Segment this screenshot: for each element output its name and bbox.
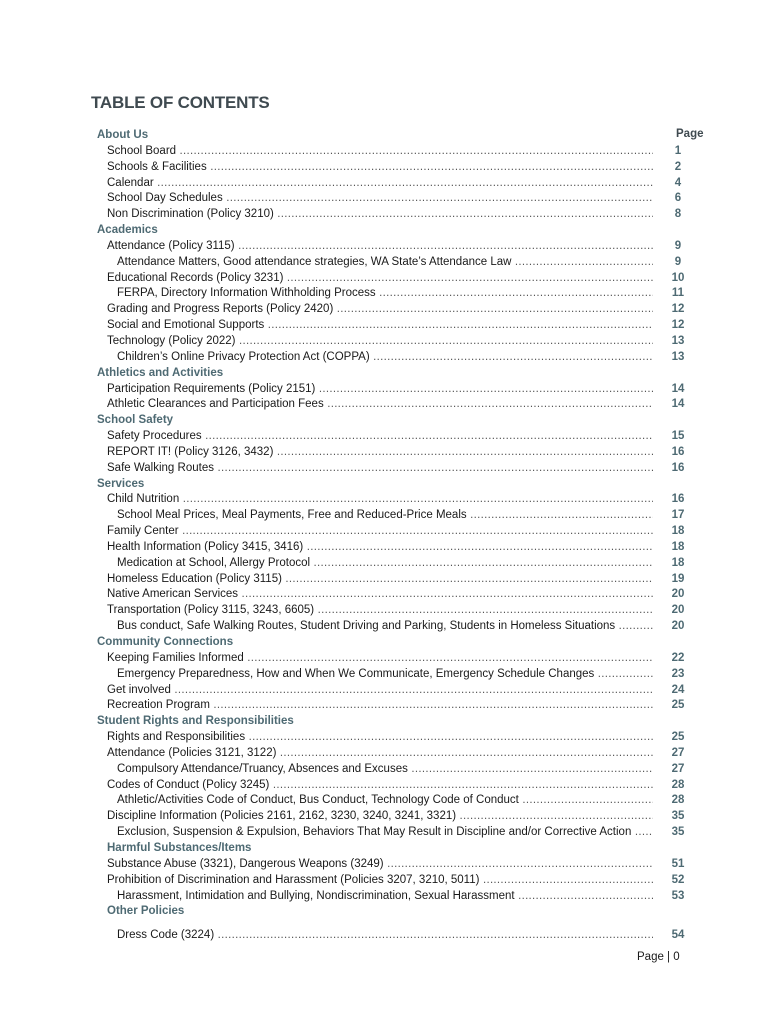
toc-entry-page-number: 19 [671, 572, 685, 585]
toc-entry-label: Medication at School, Allergy Protocol ..... [117, 556, 653, 572]
toc-entry-label: Safety Procedures ..... [107, 429, 653, 445]
toc-section-label: Student Rights and Responsibilities [97, 715, 294, 728]
toc-subsection-heading [0, 904, 770, 920]
toc-entry-label: Technology (Policy 2022) ..... [107, 334, 653, 350]
toc-entry[interactable] [0, 302, 770, 318]
toc-entry-page-number: 18 [671, 540, 685, 553]
toc-entry[interactable] [0, 873, 770, 889]
toc-entry-label: Codes of Conduct (Policy 3245) ..... [107, 778, 653, 794]
toc-entry-page-number: 22 [671, 651, 685, 664]
toc-entry-page-number: 28 [671, 794, 685, 807]
toc-entry-label: Exclusion, Suspension & Expulsion, Behaviors That May Result in Discipline and/or Corrective Action ..... [117, 825, 653, 841]
toc-entry[interactable] [0, 239, 770, 255]
toc-entry-label: Safe Walking Routes ..... [107, 461, 653, 477]
toc-entry-page-number: 16 [671, 445, 685, 458]
toc-list [0, 128, 770, 944]
toc-entry-label: Emergency Preparedness, How and When We Communicate, Emergency Schedule Changes ..... [117, 667, 653, 683]
toc-entry-label: Children’s Online Privacy Protection Act (COPPA) ..... [117, 350, 653, 366]
toc-entry-page-number: 16 [671, 493, 685, 506]
toc-entry-label: Non Discrimination (Policy 3210) ..... [107, 207, 653, 223]
toc-entry[interactable] [0, 286, 770, 302]
toc-entry[interactable] [0, 429, 770, 445]
toc-entry-page-number: 53 [671, 889, 685, 902]
toc-entry-label: Transportation (Policy 3115, 3243, 6605) ..... [107, 603, 653, 619]
toc-entry[interactable] [0, 928, 770, 944]
toc-entry-label: Keeping Families Informed ..... [107, 651, 653, 667]
toc-entry-label: Athletic/Activities Code of Conduct, Bus Conduct, Technology Code of Conduct ..... [117, 793, 653, 809]
toc-entry-page-number: 16 [671, 461, 685, 474]
toc-section-label: Community Connections [97, 636, 234, 648]
toc-entry[interactable] [0, 350, 770, 366]
toc-entry-page-number: 10 [671, 271, 685, 284]
toc-entry[interactable] [0, 603, 770, 619]
toc-entry[interactable] [0, 492, 770, 508]
toc-entry[interactable] [0, 271, 770, 287]
toc-entry-page-number: 6 [674, 192, 682, 205]
toc-entry-page-number: 35 [671, 826, 685, 839]
toc-entry-page-number: 15 [671, 430, 685, 443]
toc-spacer [0, 920, 770, 928]
toc-section-heading [0, 128, 770, 144]
toc-entry-page-number: 14 [671, 382, 685, 395]
toc-subsection-heading [0, 841, 770, 857]
toc-entry-page-number: 51 [671, 857, 685, 870]
toc-entry-page-number: 52 [671, 873, 685, 886]
toc-entry-page-number: 17 [671, 509, 685, 522]
toc-entry-label: REPORT IT! (Policy 3126, 3432) ..... [107, 445, 653, 461]
toc-entry-page-number: 11 [671, 287, 685, 300]
toc-entry[interactable] [0, 778, 770, 794]
toc-entry[interactable] [0, 809, 770, 825]
toc-entry[interactable] [0, 556, 770, 572]
toc-entry-label: Prohibition of Discrimination and Harassment (Policies 3207, 3210, 5011) ..... [107, 873, 653, 889]
toc-entry-page-number: 35 [671, 810, 685, 823]
toc-entry-label: Discipline Information (Policies 2161, 2162, 3230, 3240, 3241, 3321) ..... [107, 809, 653, 825]
toc-entry-label: School Day Schedules ..... [107, 191, 653, 207]
toc-entry[interactable] [0, 793, 770, 809]
toc-entry-page-number: 13 [671, 350, 685, 363]
toc-entry-label: Social and Emotional Supports ..... [107, 318, 653, 334]
toc-section-label: Athletics and Activities [97, 366, 224, 379]
toc-entry[interactable] [0, 540, 770, 556]
toc-entry[interactable] [0, 746, 770, 762]
toc-section-heading [0, 635, 770, 651]
toc-entry-page-number: 18 [671, 525, 685, 538]
toc-entry-label: Calendar ..... [107, 176, 653, 192]
toc-entry-page-number: 18 [671, 556, 685, 569]
toc-entry-page-number: 25 [671, 699, 685, 712]
toc-entry[interactable] [0, 318, 770, 334]
toc-entry-page-number: 9 [674, 255, 682, 268]
toc-entry-label: School Board ..... [107, 144, 653, 160]
toc-entry-label: Harassment, Intimidation and Bullying, Nondiscrimination, Sexual Harassment ..... [117, 889, 653, 905]
toc-entry-label: Health Information (Policy 3415, 3416) ..... [107, 540, 653, 556]
toc-entry-label: Athletic Clearances and Participation Fees ..... [107, 397, 653, 413]
toc-entry[interactable] [0, 334, 770, 350]
toc-entry[interactable] [0, 572, 770, 588]
toc-entry-label: Get involved ..... [107, 683, 653, 699]
toc-entry-page-number: 24 [671, 683, 685, 696]
toc-entry-label: Attendance Matters, Good attendance strategies, WA State’s Attendance Law ..... [117, 255, 653, 271]
toc-section-heading [0, 477, 770, 493]
toc-section-label: Harmful Substances/Items [107, 841, 252, 854]
toc-entry[interactable] [0, 191, 770, 207]
toc-section-label: Other Policies [107, 905, 185, 918]
toc-entry[interactable] [0, 255, 770, 271]
toc-entry-page-number: 54 [671, 929, 685, 942]
toc-section-label: Services [97, 477, 145, 490]
toc-entry-label: Native American Services ..... [107, 587, 653, 603]
toc-entry-page-number: 23 [671, 667, 685, 680]
toc-entry-page-number: 4 [674, 176, 682, 189]
toc-entry[interactable] [0, 524, 770, 540]
toc-entry[interactable] [0, 176, 770, 192]
toc-entry[interactable] [0, 667, 770, 683]
page-column-header: Page [676, 128, 704, 140]
toc-entry-page-number: 13 [671, 334, 685, 347]
toc-entry[interactable] [0, 587, 770, 603]
toc-entry[interactable] [0, 857, 770, 873]
toc-entry-label: FERPA, Directory Information Withholding Process ..... [117, 286, 653, 302]
toc-entry-label: Recreation Program ..... [107, 698, 653, 714]
toc-entry-page-number: 2 [674, 160, 682, 173]
toc-entry[interactable] [0, 144, 770, 160]
toc-entry-page-number: 9 [674, 239, 682, 252]
toc-entry-page-number: 28 [671, 778, 685, 791]
toc-entry-label: Participation Requirements (Policy 2151) ..... [107, 382, 653, 398]
toc-entry-label: Homeless Education (Policy 3115) ..... [107, 572, 653, 588]
toc-entry-page-number: 27 [671, 746, 685, 759]
toc-entry-page-number: 20 [671, 604, 685, 617]
toc-entry-label: Educational Records (Policy 3231) ..... [107, 271, 653, 287]
toc-entry-page-number: 25 [671, 731, 685, 744]
toc-entry-label: Substance Abuse (3321), Dangerous Weapons (3249) ..... [107, 857, 653, 873]
toc-entry[interactable] [0, 651, 770, 667]
toc-entry-label: Child Nutrition ..... [107, 492, 653, 508]
toc-entry-label: Schools & Facilities ..... [107, 160, 653, 176]
toc-section-heading [0, 413, 770, 429]
toc-entry-label: Attendance (Policy 3115) ..... [107, 239, 653, 255]
toc-entry-page-number: 12 [671, 303, 685, 316]
toc-entry-label: Bus conduct, Safe Walking Routes, Student Driving and Parking, Students in Homeless Situations ..... [117, 619, 653, 635]
page-footer: Page | 0 [637, 951, 680, 963]
toc-entry[interactable] [0, 445, 770, 461]
toc-section-label: About Us [97, 129, 149, 141]
toc-entry-page-number: 27 [671, 762, 685, 775]
toc-entry[interactable] [0, 461, 770, 477]
toc-entry[interactable] [0, 508, 770, 524]
toc-entry[interactable] [0, 730, 770, 746]
toc-entry[interactable] [0, 889, 770, 905]
toc-entry-label: Grading and Progress Reports (Policy 2420) ..... [107, 302, 653, 318]
toc-entry[interactable] [0, 382, 770, 398]
toc-entry[interactable] [0, 825, 770, 841]
toc-entry-label: School Meal Prices, Meal Payments, Free and Reduced-Price Meals ..... [117, 508, 653, 524]
toc-section-heading [0, 223, 770, 239]
toc-entry-page-number: 12 [671, 319, 685, 332]
toc-entry[interactable] [0, 698, 770, 714]
toc-section-heading [0, 366, 770, 382]
toc-entry-page-number: 20 [671, 588, 685, 601]
toc-entry[interactable] [0, 207, 770, 223]
toc-entry-label: Dress Code (3224) ..... [117, 928, 653, 944]
toc-entry-label: Rights and Responsibilities ..... [107, 730, 653, 746]
toc-entry-label: Compulsory Attendance/Truancy, Absences and Excuses ..... [117, 762, 653, 778]
toc-entry-page-number: 20 [671, 620, 685, 633]
toc-entry-page-number: 14 [671, 398, 685, 411]
toc-entry[interactable] [0, 619, 770, 635]
page-title: TABLE OF CONTENTS [91, 93, 270, 112]
toc-entry-label: Family Center ..... [107, 524, 653, 540]
toc-entry-page-number: 8 [674, 208, 682, 221]
toc-section-label: Academics [97, 224, 158, 237]
toc-entry[interactable] [0, 683, 770, 699]
toc-entry-label: Attendance (Policies 3121, 3122) ..... [107, 746, 653, 762]
toc-entry-page-number: 1 [674, 144, 682, 157]
toc-section-heading [0, 714, 770, 730]
toc-entry[interactable] [0, 397, 770, 413]
toc-entry[interactable] [0, 762, 770, 778]
toc-entry[interactable] [0, 160, 770, 176]
toc-section-label: School Safety [97, 414, 174, 427]
